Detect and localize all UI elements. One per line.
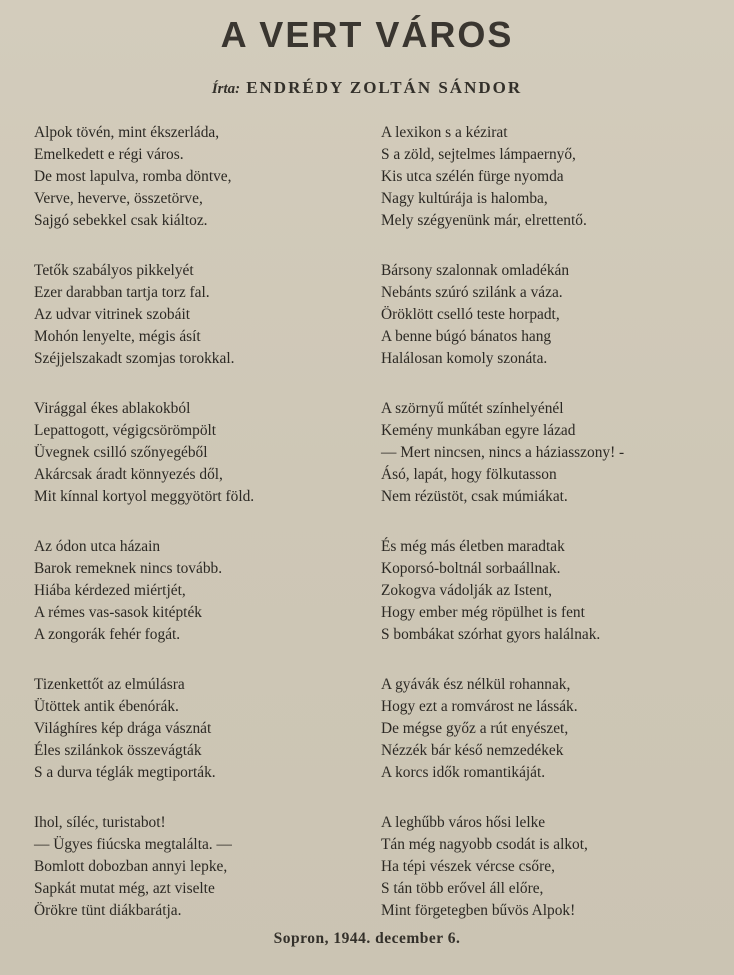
- verse-line: S a durva téglák megtiporták.: [34, 764, 216, 782]
- verse-line: A zongorák fehér fogát.: [34, 626, 181, 644]
- poem-title: A VERT VÁROS: [220, 14, 514, 55]
- verse-line: — Ügyes fiúcska megtalálta. —: [34, 835, 232, 853]
- verse-line: S bombákat szórhat gyors halálnak.: [381, 626, 601, 644]
- verse-line: Tetők szabályos pikkelyét: [34, 261, 194, 279]
- verse-line: Tizenkettőt az elmúlásra: [34, 675, 185, 693]
- stanza: [381, 260, 711, 370]
- verse-line: Verve, heverve, összetörve,: [34, 190, 203, 208]
- verse-line: Nézzék bár késő nemzedékek: [381, 742, 564, 760]
- verse-line: Zokogva vádolják az Istent,: [381, 582, 552, 600]
- verse-line: S a zöld, sejtelmes lámpaernyő,: [381, 146, 576, 164]
- stanza: [381, 122, 711, 232]
- verse-line: Világhíres kép drága vásznát: [34, 720, 212, 738]
- verse-line: Akárcsak áradt könnyezés dől,: [34, 466, 223, 484]
- verse-line: A lexikon s a kézirat: [381, 124, 508, 141]
- verse-line: Nem rézüstöt, csak múmiákat.: [381, 488, 568, 506]
- stanza: [34, 674, 364, 784]
- left-column: [34, 122, 364, 950]
- verse-line: Koporsó-boltnál sorbaállnak.: [381, 560, 561, 577]
- verse-line: A szörnyű műtét színhelyénél: [381, 399, 564, 417]
- verse-line: A benne búgó bánatos hang: [381, 328, 552, 346]
- verse-line: Sajgó sebekkel csak kiáltoz.: [34, 212, 208, 230]
- verse-line: Hogy ember még röpülhet is fent: [381, 604, 585, 622]
- verse-line: Alpok tövén, mint ékszerláda,: [34, 124, 220, 141]
- stanza: [34, 398, 364, 508]
- place-date: Sopron, 1944. december 6.: [273, 930, 461, 947]
- verse-line: Mint förgetegben bűvös Alpok!: [381, 902, 576, 920]
- stanza: [34, 260, 364, 370]
- verse-line: Barok remeknek nincs tovább.: [34, 560, 223, 577]
- stanza: [381, 536, 711, 646]
- verse-line: Ha tépi vészek vércse csőre,: [381, 858, 555, 876]
- verse-line: A gyávák ész nélkül rohannak,: [381, 675, 571, 693]
- verse-line: Mohón lenyelte, mégis ásít: [34, 328, 201, 346]
- verse-line: Üvegnek csilló szőnyegéből: [34, 444, 208, 462]
- stanza: [381, 812, 711, 922]
- verse-line: Sapkát mutat még, azt viselte: [34, 880, 215, 898]
- verse-line: Bársony szalonnak omladékán: [381, 261, 570, 279]
- verse-line: Hogy ezt a romvárost ne lássák.: [381, 697, 578, 715]
- stanza: [34, 812, 364, 922]
- verse-line: Az udvar vitrinek szobáit: [34, 306, 190, 324]
- byline: [0, 78, 734, 98]
- verse-line: De most lapulva, romba döntve,: [34, 168, 232, 186]
- verse-line: Halálosan komoly szonáta.: [381, 350, 548, 368]
- byline-prefix: Írta:: [211, 81, 241, 97]
- verse-line: A rémes vas-sasok kitépték: [34, 604, 202, 622]
- verse-line: Tán még nagyobb csodát is alkot,: [381, 835, 588, 853]
- verse-line: Örökre tünt diákbarátja.: [34, 902, 182, 920]
- stanza: [381, 674, 711, 784]
- right-column: [381, 122, 711, 950]
- verse-line: Öröklött cselló teste horpadt,: [381, 306, 560, 324]
- verse-line: Virággal ékes ablakokból: [34, 399, 191, 417]
- verse-line: Ásó, lapát, hogy fölkutasson: [381, 466, 557, 484]
- verse-line: Emelkedett e régi város.: [34, 146, 184, 164]
- verse-line: Mit kínnal kortyol meggyötört föld.: [34, 488, 255, 506]
- verse-line: Kemény munkában egyre lázad: [381, 422, 576, 440]
- verse-line: De mégse győz a rút enyészet,: [381, 720, 569, 738]
- verse-line: Széjjelszakadt szomjas torokkal.: [34, 350, 235, 368]
- verse-line: Nagy kultúrája is halomba,: [381, 190, 548, 208]
- stanza: [34, 122, 364, 232]
- verse-line: A korcs idők romantikáját.: [381, 764, 546, 782]
- verse-line: S tán több erővel áll előre,: [381, 880, 544, 898]
- verse-line: Ihol, síléc, turistabot!: [34, 813, 166, 831]
- verse-line: Ütöttek antik ébenórák.: [34, 697, 179, 715]
- verse-line: Ezer darabban tartja torz fal.: [34, 284, 210, 302]
- verse-line: Lepattogott, végigcsörömpölt: [34, 422, 217, 440]
- verse-line: — Mert nincsen, nincs a háziasszony! -: [381, 444, 625, 462]
- verse-line: Az ódon utca házain: [34, 537, 161, 555]
- verse-line: A leghűbb város hősi lelke: [381, 813, 546, 831]
- verse-line: Mely szégyenünk már, elrettentő.: [381, 212, 587, 230]
- verse-line: Hiába kérdezed miértjét,: [34, 582, 186, 600]
- verse-line: És még más életben maradtak: [381, 537, 565, 555]
- stanza: [34, 536, 364, 646]
- verse-line: Kis utca szélén fürge nyomda: [381, 168, 564, 186]
- stanza: [381, 398, 711, 508]
- verse-line: Bomlott dobozban annyi lepke,: [34, 858, 228, 876]
- byline-author: ENDRÉDY ZOLTÁN SÁNDOR: [246, 78, 523, 97]
- verse-line: Nebánts szúró szilánk a váza.: [381, 284, 563, 302]
- verse-line: Éles szilánkok összevágták: [34, 742, 202, 760]
